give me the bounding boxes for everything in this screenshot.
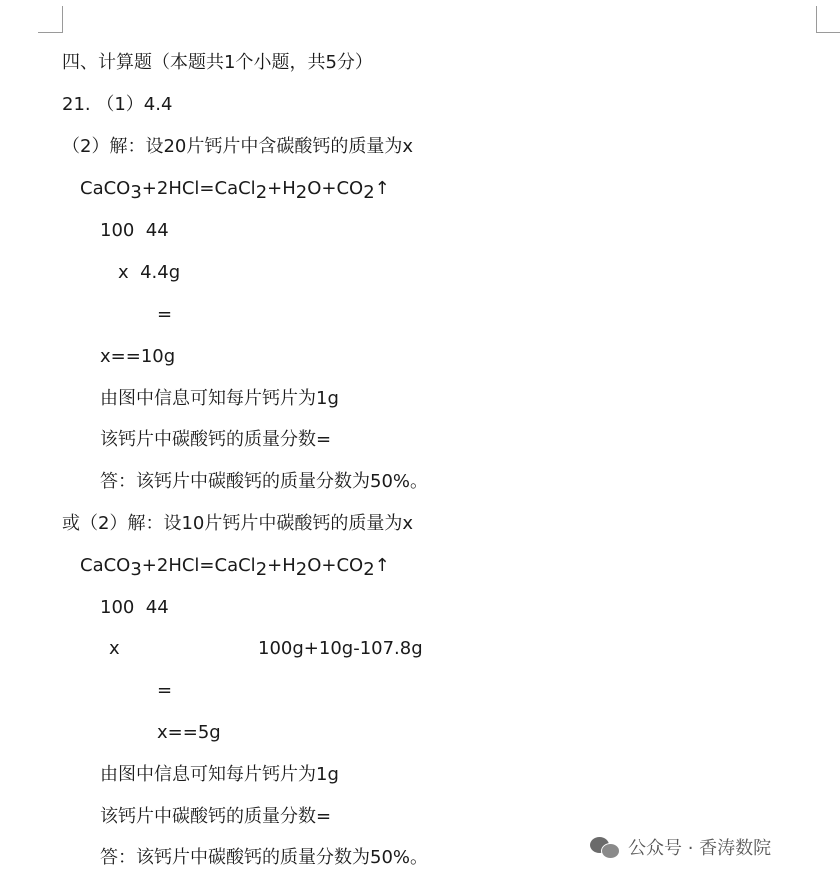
eq1-equals: = (157, 304, 173, 325)
section-title: 四、计算题（本题共1个小题，共5分） (62, 52, 373, 73)
eq2-solution: x==5g (157, 722, 221, 743)
eq1-solution: x==10g (100, 346, 176, 367)
alt-intro: 或（2）解：设10片钙片中碳酸钙的质量为x (62, 513, 414, 534)
eq1-ratio: 100 44 (100, 220, 169, 241)
fraction-1: 该钙片中碳酸钙的质量分数= (100, 429, 332, 450)
wechat-icon (590, 835, 620, 859)
fraction-2: 该钙片中碳酸钙的质量分数= (100, 806, 332, 827)
watermark (590, 833, 771, 861)
eq-subscript: 2 (295, 559, 308, 580)
eq2-x: x (109, 638, 120, 659)
info-1: 由图中信息可知每片钙片为1g (100, 388, 339, 409)
gas-arrow: ↑ (374, 555, 390, 576)
equation-2 (80, 554, 390, 578)
eq-text: +H (267, 555, 296, 576)
eq-subscript: 3 (130, 559, 142, 580)
answer-2: 答：该钙片中碳酸钙的质量分数为50%。 (100, 847, 429, 868)
answer-1: 答：该钙片中碳酸钙的质量分数为50%。 (100, 471, 429, 492)
equation-1 (80, 177, 390, 201)
gas-arrow: ↑ (374, 178, 390, 199)
q21-part1: 21. （1）4.4 (62, 94, 173, 115)
eq-text: +2HCl=CaCl (141, 555, 256, 576)
page-corner-mark-right (816, 6, 840, 33)
eq-text: O+CO (307, 555, 364, 576)
eq-text: +H (267, 178, 296, 199)
page-corner-mark-left (38, 6, 63, 33)
eq2-ratio: 100 44 (100, 597, 169, 618)
eq-subscript: 3 (130, 182, 142, 203)
eq-text: O+CO (307, 178, 364, 199)
eq-text: CaCO (80, 178, 131, 199)
eq-text: CaCO (80, 555, 131, 576)
watermark-text: 公众号 · 香涛数院 (628, 838, 772, 859)
eq1-values: x 4.4g (118, 262, 181, 283)
eq-subscript: 2 (295, 182, 308, 203)
eq-text: +2HCl=CaCl (141, 178, 256, 199)
eq2-equals: = (157, 680, 173, 701)
eq2-mass: 100g+10g-107.8g (258, 638, 423, 659)
q21-part2-intro: （2）解：设20片钙片中含碳酸钙的质量为x (62, 136, 414, 157)
eq-subscript: 2 (255, 182, 268, 203)
eq-subscript: 2 (363, 182, 375, 203)
eq-subscript: 2 (363, 559, 375, 580)
info-2: 由图中信息可知每片钙片为1g (100, 764, 339, 785)
eq-subscript: 2 (255, 559, 268, 580)
